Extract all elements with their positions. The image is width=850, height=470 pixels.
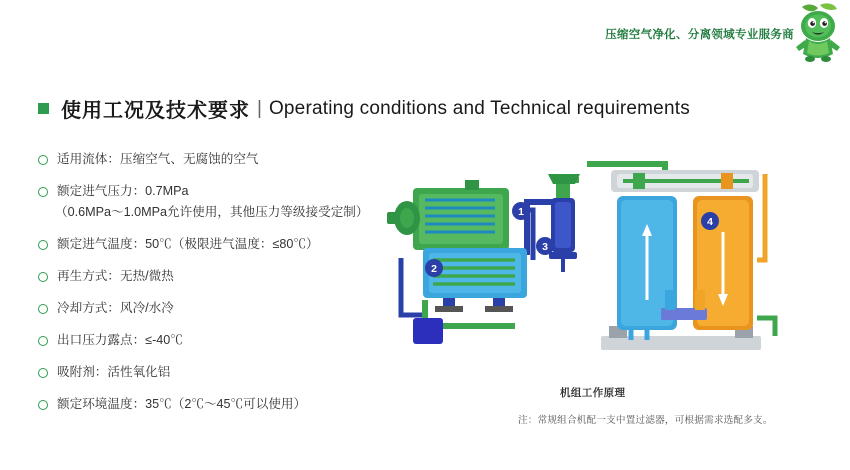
spec-subtext: （0.6MPa～1.0MPa允许使用，其他压力等级接受定制） xyxy=(55,205,369,219)
inline-filter-3 xyxy=(548,174,580,272)
page-title-en: Operating conditions and Technical requirements xyxy=(268,97,690,119)
receiver-tank xyxy=(413,318,443,344)
circle-bullet-icon xyxy=(38,304,48,314)
svg-text:3: 3 xyxy=(542,241,548,253)
callout-1 xyxy=(512,202,530,220)
spec-text: 出口压力露点：≤-40℃ xyxy=(57,333,183,347)
list-item xyxy=(38,235,408,254)
diagram-note: 注：常规组合机配一支中置过滤器，可根据需求选配多支。 xyxy=(518,415,773,426)
spec-list xyxy=(38,150,408,427)
diagram-caption: 机组工作原理 xyxy=(560,387,626,399)
circle-bullet-icon xyxy=(38,187,48,197)
title-separator: | xyxy=(257,97,262,119)
svg-text:4: 4 xyxy=(707,216,713,228)
callout-3 xyxy=(536,237,554,255)
square-bullet-icon xyxy=(38,103,49,114)
callout-2 xyxy=(425,259,443,277)
list-item xyxy=(38,363,408,382)
spec-text: 额定进气温度：50℃（极限进气温度：≤80℃） xyxy=(57,237,319,251)
spec-text: 吸附剂：活性氧化铝 xyxy=(57,365,171,379)
svg-text:2: 2 xyxy=(431,263,437,275)
page-header xyxy=(430,0,850,66)
circle-bullet-icon xyxy=(38,155,48,165)
circle-bullet-icon xyxy=(38,336,48,346)
list-item xyxy=(38,395,408,414)
aftercooler-unit-2 xyxy=(423,248,527,312)
circle-bullet-icon xyxy=(38,272,48,282)
list-item xyxy=(38,299,408,318)
list-item xyxy=(38,267,408,286)
list-item xyxy=(38,182,408,235)
adsorption-tower-assembly-4 xyxy=(587,164,775,350)
callout-4 xyxy=(701,212,719,230)
list-item xyxy=(38,331,408,350)
spec-text: 额定环境温度：35℃（2℃～45℃可以使用） xyxy=(57,397,307,411)
circle-bullet-icon xyxy=(38,400,48,410)
circle-bullet-icon xyxy=(38,368,48,378)
header-tagline: 压缩空气净化、分离领域专业服务商 xyxy=(605,29,794,41)
spec-text: 额定进气压力：0.7MPa xyxy=(57,184,189,198)
compressor-unit-1 xyxy=(387,180,509,250)
spec-text: 再生方式：无热/微热 xyxy=(57,269,174,283)
mascot-character-icon xyxy=(790,2,846,64)
equipment-schematic-diagram xyxy=(365,140,835,370)
circle-bullet-icon xyxy=(38,240,48,250)
spec-text: 适用流体：压缩空气、无腐蚀的空气 xyxy=(57,152,259,166)
svg-text:1: 1 xyxy=(518,206,524,218)
list-item xyxy=(38,150,408,169)
spec-text: 冷却方式：风冷/水冷 xyxy=(57,301,174,315)
page-title-cn: 使用工况及技术要求 xyxy=(61,100,250,122)
page-title xyxy=(38,94,690,123)
